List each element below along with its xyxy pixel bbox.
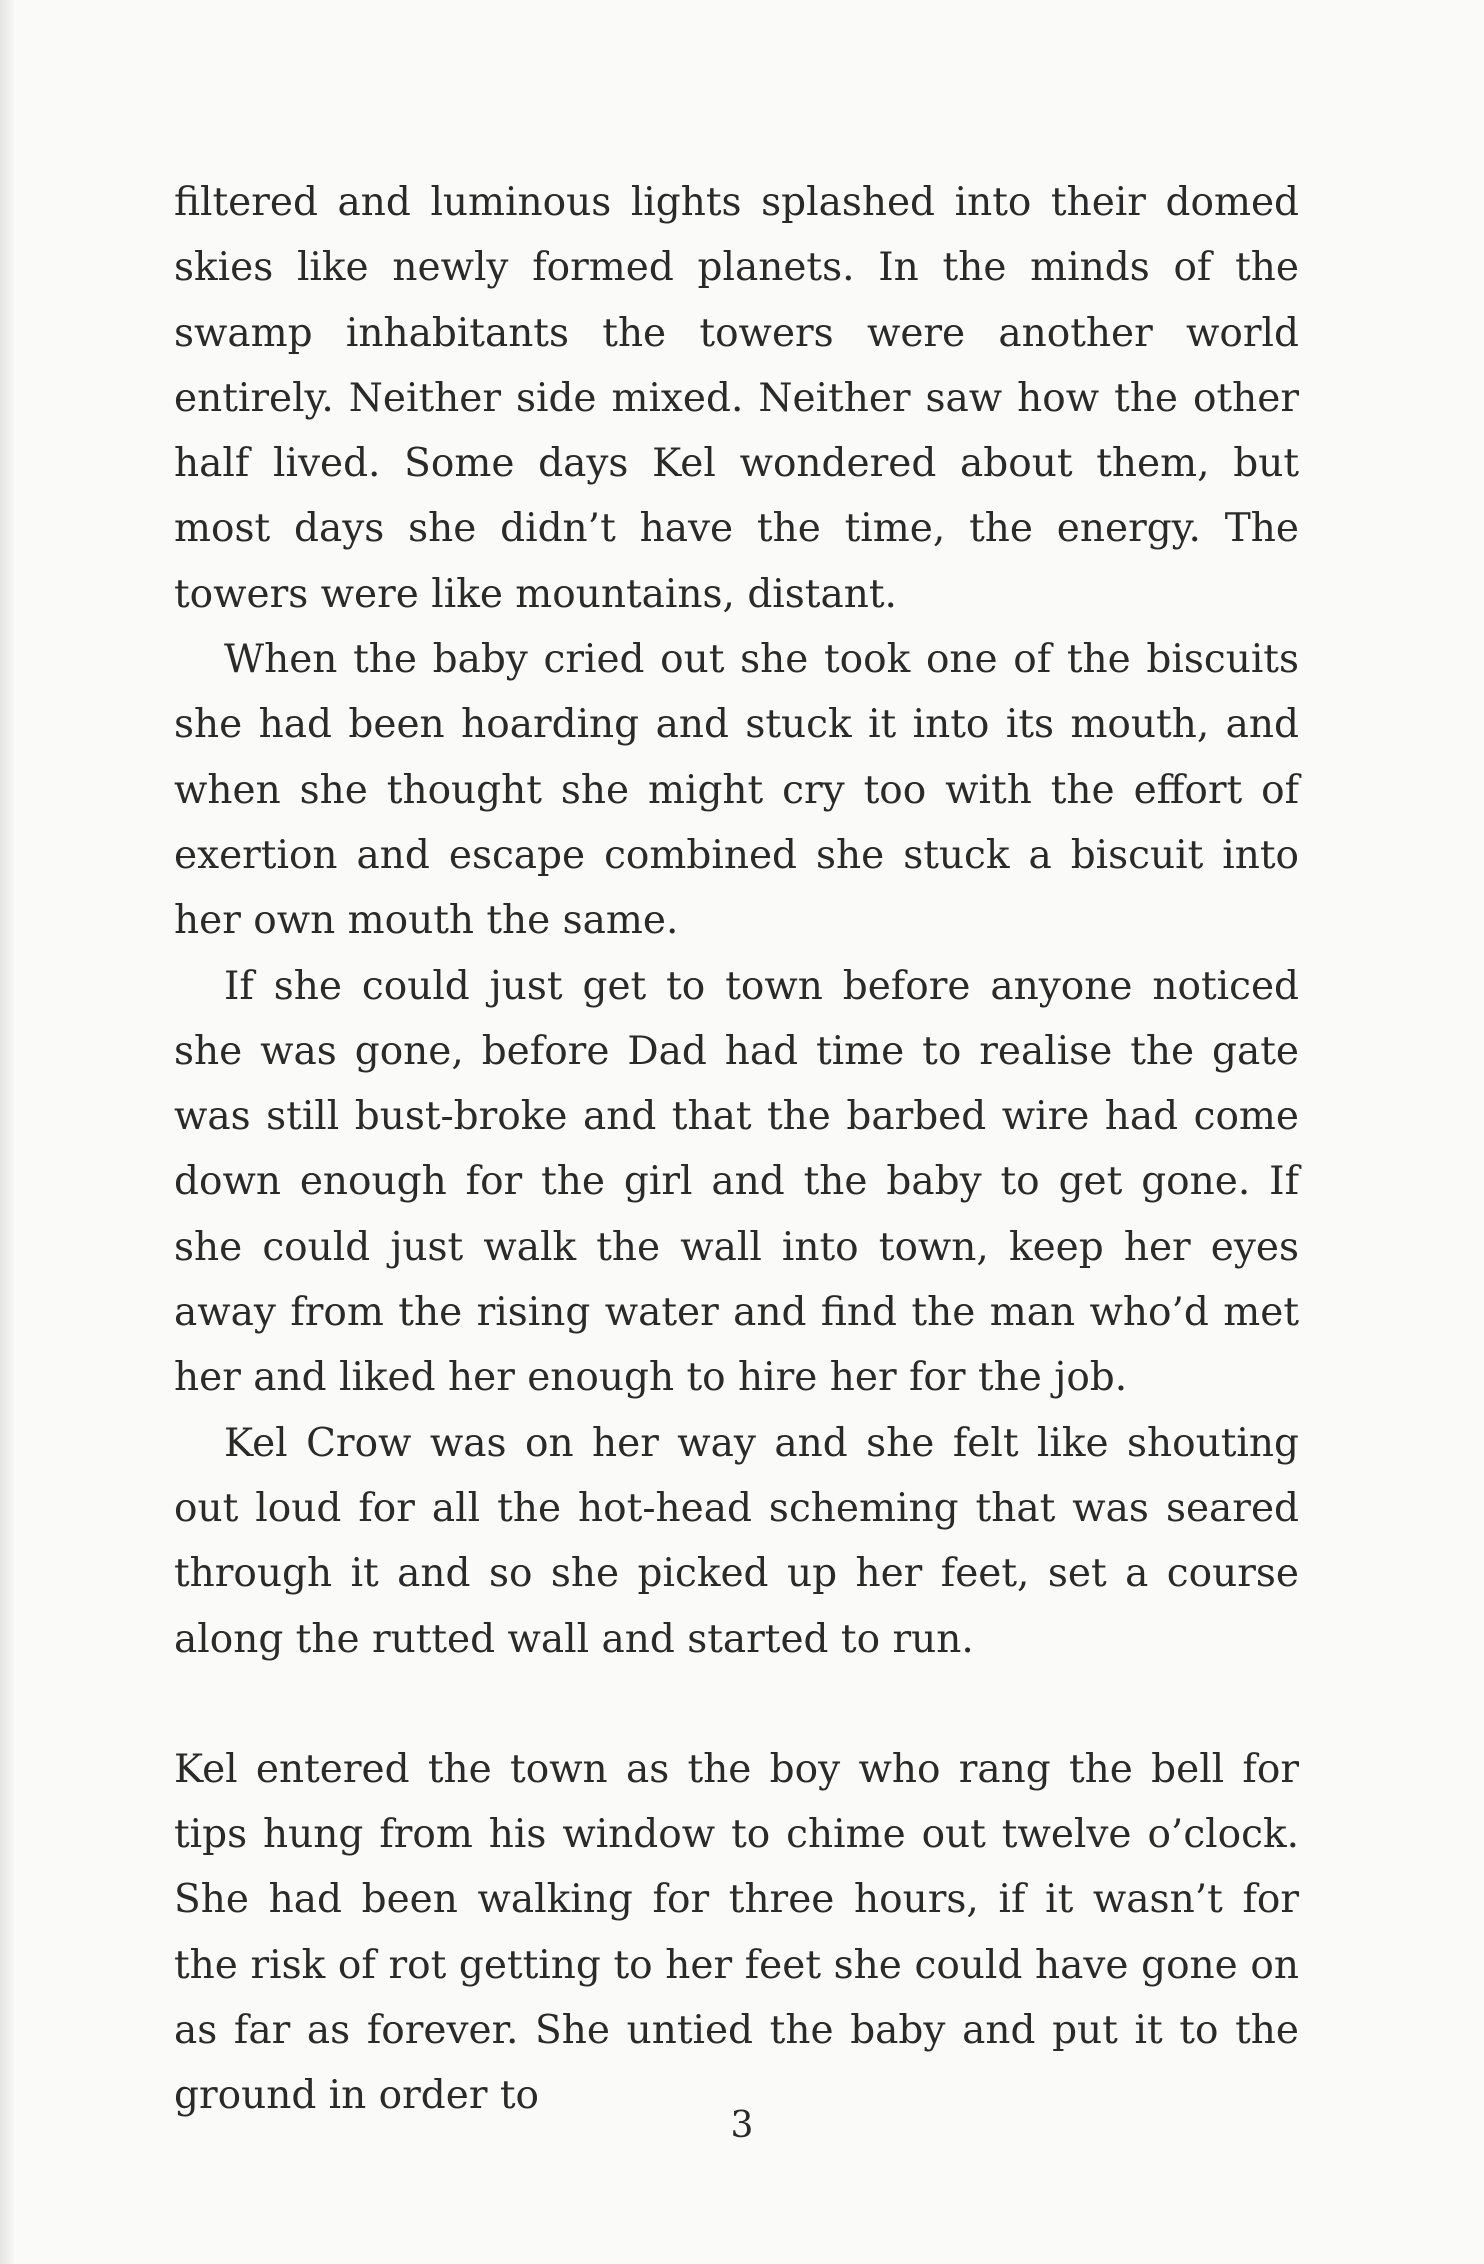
section-break bbox=[174, 1672, 1299, 1737]
paragraph-1: filtered and luminous lights splashed into their domed skies like newly formed planets. In the minds of the swamp inhabitants the towers were another world entirely. Neither side mixed. Neither saw how the other half lived. Some days Kel wondered about them, but most days she didn’t have the time, the energy. The towers were like mountains, distant. bbox=[174, 180, 1299, 617]
paragraph-5: Kel entered the town as the boy who rang the bell for tips hung from his window to chime out twelve o’clock. She had been walking for three hours, if it wasn’t for the risk of rot getting to her feet she could have gone on as far as forever. She untied the baby and put it to the ground in order to bbox=[174, 1746, 1299, 2119]
body-text bbox=[174, 170, 1299, 2129]
paragraph-3: If she could just get to town before anyone noticed she was gone, before Dad had time to realise the gate was still bust-broke and that the barbed wire had come down enough for the girl and the baby to get gone. If she could just walk the wall into town, keep her eyes away from the rising water and find the man who’d met her and liked her enough to hire her for the job. bbox=[174, 963, 1299, 1401]
paragraph-2: When the baby cried out she took one of the biscuits she had been hoarding and stuck it into its mouth, and when she thought she might cry too with the effort of exertion and escape combined she stuck a biscuit into her own mouth the same. bbox=[174, 637, 1299, 944]
page-number: 3 bbox=[730, 2105, 754, 2146]
paragraph-4: Kel Crow was on her way and she felt like shouting out loud for all the hot-head scheming that was seared through it and so she picked up her feet, set a course along the rutted wall and started to run. bbox=[174, 1420, 1299, 1662]
page-gutter-shadow bbox=[0, 0, 14, 2264]
